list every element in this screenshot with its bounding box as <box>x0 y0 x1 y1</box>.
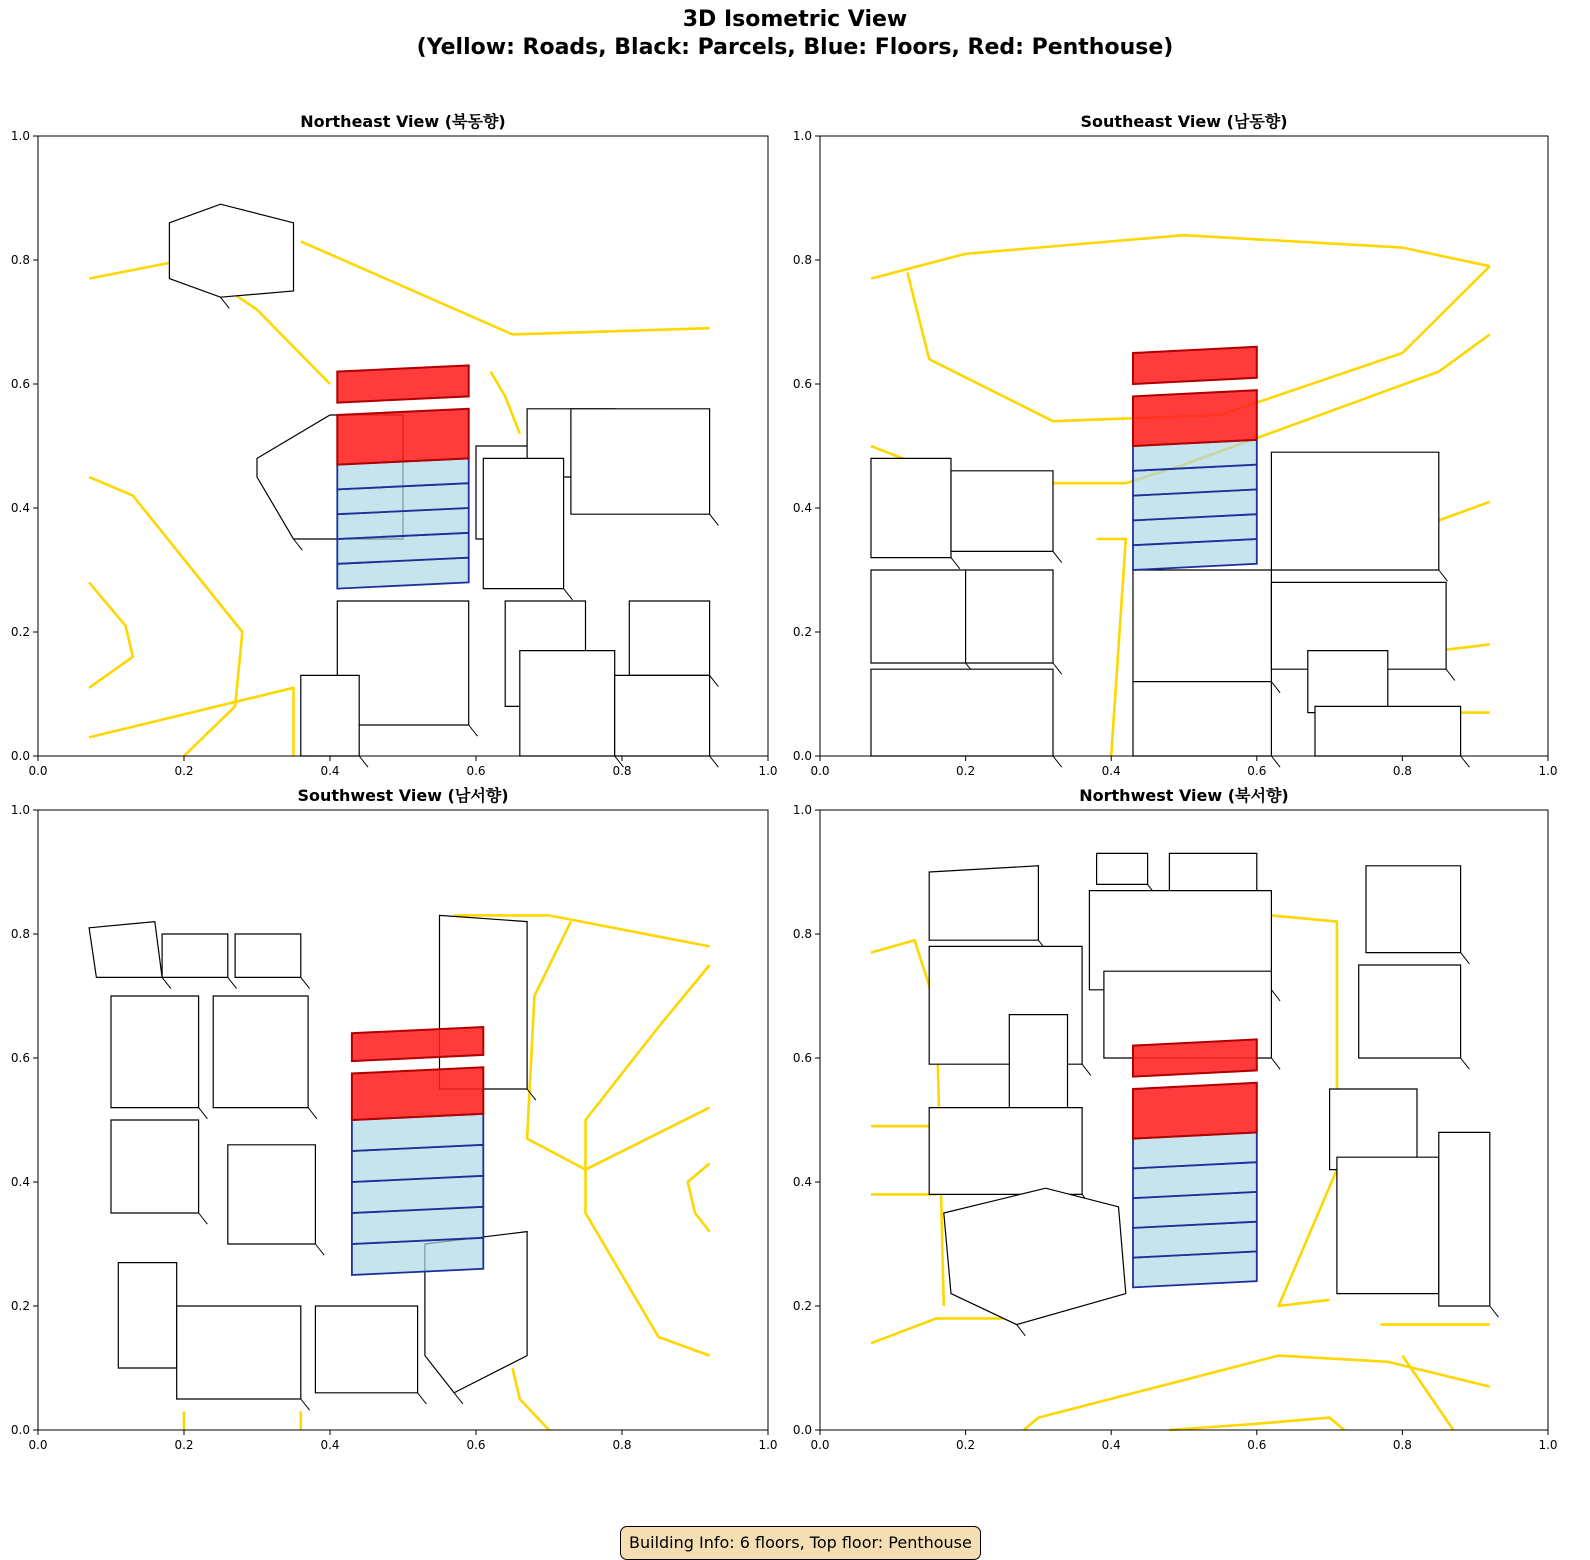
road-line-5 <box>1402 1356 1453 1430</box>
x-tick-label: 0.2 <box>956 1438 976 1452</box>
parcel-4 <box>871 669 1062 767</box>
x-tick-label: 0.0 <box>28 764 48 778</box>
parcel-face <box>89 922 162 978</box>
parcel-2 <box>235 934 310 989</box>
parcel-edge <box>301 1399 310 1410</box>
southwest-view-panel <box>10 786 778 1452</box>
parcel-edge <box>951 558 960 569</box>
y-tick-label: 0.6 <box>792 1051 812 1065</box>
x-tick-label: 1.0 <box>1538 1438 1558 1452</box>
building-info-box: Building Info: 6 floors, Top floor: Penthouse <box>620 1526 981 1560</box>
parcel-face <box>162 934 228 977</box>
penthouse-lower <box>1133 1083 1257 1139</box>
parcel-6 <box>1133 570 1280 693</box>
road-line-3 <box>1024 1356 1490 1430</box>
parcel-7 <box>1359 965 1470 1069</box>
parcel-edge <box>1053 663 1062 674</box>
penthouse-upper <box>352 1027 483 1061</box>
x-tick-label: 0.6 <box>1247 764 1267 778</box>
y-tick-label: 0.8 <box>792 253 812 267</box>
parcel-face <box>871 570 966 663</box>
parcel-edge <box>1271 682 1280 693</box>
parcel-10 <box>944 1188 1126 1336</box>
parcel-edge <box>564 589 573 600</box>
parcel-0 <box>89 922 171 989</box>
x-tick-label: 0.4 <box>1101 1438 1121 1452</box>
road-line-3 <box>1097 539 1126 756</box>
parcel-edge <box>308 1108 317 1119</box>
y-tick-label: 0.8 <box>10 253 30 267</box>
parcel-face <box>1366 866 1461 953</box>
parcel-face <box>951 471 1053 552</box>
parcel-1 <box>162 934 237 989</box>
northeast-view-panel <box>10 112 778 778</box>
parcel-3 <box>966 570 1062 674</box>
road-line-0 <box>871 235 1490 278</box>
parcel-edge <box>359 756 368 767</box>
penthouse-lower <box>1133 390 1257 446</box>
parcel-1 <box>1097 853 1157 895</box>
y-tick-label: 0.4 <box>10 1175 30 1189</box>
road-line-4 <box>301 241 710 334</box>
x-tick-label: 0.0 <box>28 1438 48 1452</box>
parcel-face <box>871 458 951 557</box>
parcel-edge <box>1461 1058 1470 1069</box>
y-tick-label: 0.0 <box>792 749 812 763</box>
y-tick-label: 1.0 <box>792 803 812 817</box>
parcel-face <box>169 204 293 297</box>
road-line-1 <box>89 477 242 756</box>
x-tick-label: 1.0 <box>1538 764 1558 778</box>
x-tick-label: 0.4 <box>1101 764 1121 778</box>
parcel-face <box>1315 706 1461 756</box>
road-line-4 <box>513 1368 550 1430</box>
x-tick-label: 0.2 <box>174 1438 194 1452</box>
parcel-edge <box>418 1393 427 1404</box>
northeast-view-plot <box>10 129 778 778</box>
road-line-2 <box>89 582 133 687</box>
parcel-face <box>213 996 308 1108</box>
parcel-face <box>1133 682 1271 756</box>
northwest-view-plot <box>792 803 1558 1452</box>
parcel-edge <box>1271 990 1280 1001</box>
parcel-face <box>1271 452 1438 570</box>
parcel-0 <box>871 458 960 568</box>
panel-title: Southeast View (남동향) <box>1080 112 1288 131</box>
y-tick-label: 0.2 <box>10 1299 30 1313</box>
parcel-face <box>929 866 1038 940</box>
parcel-face <box>520 651 615 756</box>
parcel-10 <box>1315 706 1469 767</box>
figure-title: 3D Isometric View <box>682 7 908 32</box>
y-tick-label: 0.2 <box>792 1299 812 1313</box>
parcel-edge <box>1082 1064 1091 1075</box>
parcel-face <box>118 1263 176 1368</box>
parcel-edge <box>221 297 230 308</box>
parcel-0 <box>169 204 293 308</box>
parcel-face <box>315 1306 417 1393</box>
parcel-edge <box>1439 570 1448 581</box>
panel-title: Northeast View (북동향) <box>300 112 506 131</box>
parcel-4 <box>483 458 572 599</box>
parcel-9 <box>520 651 624 768</box>
parcel-edge <box>199 1213 208 1224</box>
parcel-11 <box>615 675 719 767</box>
parcel-5 <box>571 409 719 526</box>
parcel-8 <box>1009 1015 1076 1119</box>
y-tick-label: 0.4 <box>792 1175 812 1189</box>
figure-subtitle: (Yellow: Roads, Black: Parcels, Blue: Floors, Red: Penthouse) <box>416 35 1174 60</box>
parcel-8 <box>118 1263 185 1380</box>
parcel-face <box>483 458 563 588</box>
parcel-edge <box>228 977 237 988</box>
x-tick-label: 0.6 <box>466 764 486 778</box>
parcel-face <box>1308 651 1388 713</box>
parcel-face <box>615 675 710 756</box>
x-tick-label: 0.6 <box>466 1438 486 1452</box>
parcel-edge <box>315 1244 324 1255</box>
y-tick-label: 1.0 <box>10 129 30 143</box>
y-tick-label: 1.0 <box>792 129 812 143</box>
x-tick-label: 0.0 <box>810 764 830 778</box>
penthouse-upper <box>337 365 468 402</box>
parcel-edge <box>294 539 303 550</box>
parcel-edge <box>1271 756 1280 767</box>
road-line-5 <box>491 372 520 434</box>
x-tick-label: 1.0 <box>758 1438 778 1452</box>
y-tick-label: 0.6 <box>792 377 812 391</box>
parcel-9 <box>177 1306 310 1410</box>
road-line-2 <box>871 1318 1017 1343</box>
panel-title: Northwest View (북서향) <box>1079 786 1289 805</box>
parcel-13 <box>1439 1132 1499 1317</box>
parcel-face <box>440 915 528 1089</box>
parcel-face <box>235 934 301 977</box>
parcel-edge <box>1053 551 1062 562</box>
road-line-4 <box>1439 502 1490 521</box>
x-tick-label: 0.8 <box>612 1438 632 1452</box>
y-tick-label: 0.4 <box>792 501 812 515</box>
parcel-face <box>1337 1157 1439 1293</box>
parcel-edge <box>1053 756 1062 767</box>
southeast-view-panel <box>792 112 1558 778</box>
y-tick-label: 0.4 <box>10 501 30 515</box>
parcel-edge <box>1271 1058 1280 1069</box>
parcel-4 <box>213 996 317 1119</box>
road-line-3 <box>89 688 293 756</box>
y-tick-label: 0.6 <box>10 377 30 391</box>
x-tick-label: 0.2 <box>956 764 976 778</box>
parcel-face <box>1009 1015 1067 1108</box>
parcel-0 <box>929 866 1047 952</box>
southwest-view-plot <box>10 803 778 1452</box>
parcel-face <box>871 669 1053 756</box>
parcel-6 <box>1366 866 1469 964</box>
y-tick-label: 0.8 <box>792 927 812 941</box>
parcel-9 <box>929 1108 1091 1206</box>
parcel-face <box>1169 853 1256 890</box>
parcel-edge <box>469 725 478 736</box>
parcel-edge <box>1461 756 1470 767</box>
parcel-edge <box>1490 1306 1499 1317</box>
parcel-face <box>629 601 709 675</box>
parcel-face <box>1097 853 1148 884</box>
x-tick-label: 0.8 <box>1392 764 1412 778</box>
parcel-edge <box>710 756 719 767</box>
parcel-face <box>929 1108 1082 1195</box>
parcel-edge <box>199 1108 208 1119</box>
parcel-5 <box>1271 452 1447 581</box>
x-tick-label: 0.0 <box>810 1438 830 1452</box>
parcel-edge <box>710 675 719 686</box>
parcel-12 <box>1337 1157 1448 1305</box>
road-line-3 <box>688 1163 710 1231</box>
parcel-face <box>111 1120 199 1213</box>
parcel-face <box>1133 570 1271 682</box>
parcel-edge <box>301 977 310 988</box>
parcel-face <box>177 1306 301 1399</box>
x-tick-label: 0.4 <box>320 764 340 778</box>
parcel-edge <box>1017 1325 1026 1336</box>
penthouse-lower <box>352 1067 483 1120</box>
southeast-view-plot <box>792 129 1558 778</box>
y-tick-label: 0.0 <box>10 1423 30 1437</box>
parcel-8 <box>1133 682 1280 768</box>
x-tick-label: 0.4 <box>320 1438 340 1452</box>
parcel-2 <box>871 570 974 674</box>
penthouse-upper <box>1133 347 1257 384</box>
parcel-edge <box>1446 669 1455 680</box>
parcel-face <box>571 409 710 514</box>
parcel-face <box>111 996 199 1108</box>
y-tick-label: 0.0 <box>792 1423 812 1437</box>
road-line-6 <box>1169 1418 1344 1430</box>
parcel-5 <box>111 1120 207 1224</box>
x-tick-label: 0.6 <box>1247 1438 1267 1452</box>
parcel-6 <box>228 1145 324 1255</box>
y-tick-label: 0.6 <box>10 1051 30 1065</box>
parcel-3 <box>111 996 207 1119</box>
panel-title: Southwest View (남서향) <box>297 786 509 805</box>
parcel-face <box>301 675 359 756</box>
y-tick-label: 0.0 <box>10 749 30 763</box>
parcel-edge <box>162 977 171 988</box>
road-line-1 <box>1271 915 1337 1306</box>
parcel-face <box>1359 965 1461 1058</box>
parcel-face <box>228 1145 316 1244</box>
parcel-1 <box>951 471 1062 563</box>
x-tick-label: 0.2 <box>174 764 194 778</box>
y-tick-label: 0.8 <box>10 927 30 941</box>
penthouse-upper <box>1133 1039 1257 1076</box>
parcel-edge <box>1461 953 1470 964</box>
parcel-face <box>944 1188 1126 1324</box>
parcel-edge <box>710 514 719 525</box>
parcel-edge <box>454 1393 463 1404</box>
x-tick-label: 0.8 <box>1392 1438 1412 1452</box>
x-tick-label: 0.8 <box>612 764 632 778</box>
parcel-face <box>1439 1132 1490 1306</box>
road-line-1 <box>527 922 710 1170</box>
y-tick-label: 1.0 <box>10 803 30 817</box>
parcel-7 <box>301 675 368 767</box>
northwest-view-panel <box>792 786 1558 1452</box>
parcel-face <box>966 570 1053 663</box>
y-tick-label: 0.2 <box>10 625 30 639</box>
parcel-10 <box>315 1306 426 1404</box>
parcel-10 <box>629 601 718 687</box>
penthouse-lower <box>337 409 468 465</box>
y-tick-label: 0.2 <box>792 625 812 639</box>
x-tick-label: 1.0 <box>758 764 778 778</box>
